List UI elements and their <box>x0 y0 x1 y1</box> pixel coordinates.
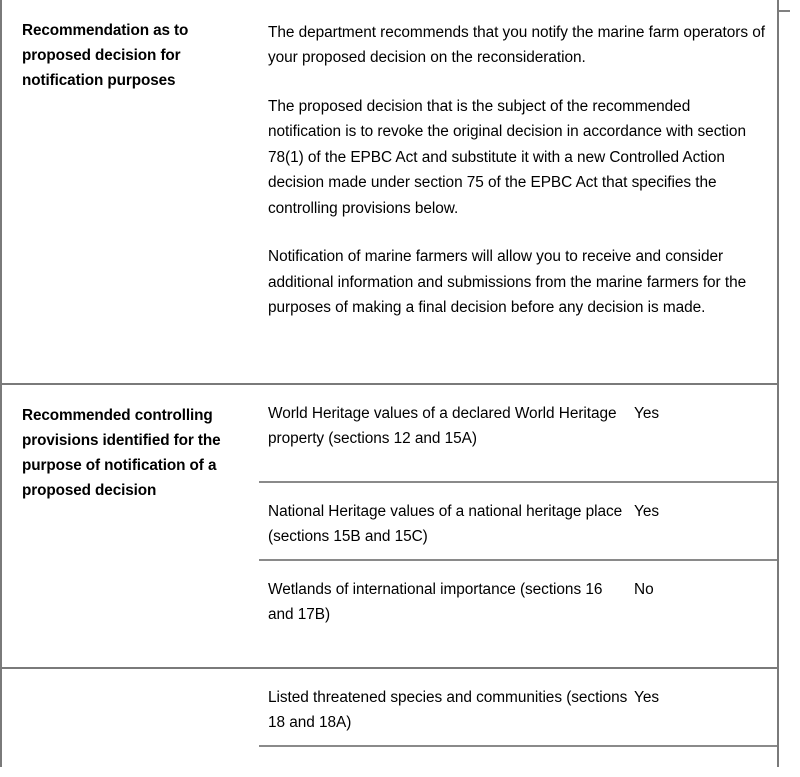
row-body-controlling-provisions-continued <box>259 669 777 755</box>
provision-list <box>259 385 777 631</box>
provision-name: National Heritage values of a national heritage place (sections 15B and 15C) <box>268 503 623 546</box>
provision-value: Yes <box>634 405 660 422</box>
provision-row <box>259 559 777 631</box>
table-row-controlling-provisions-continued <box>0 667 779 767</box>
provision-row <box>259 385 777 481</box>
row-label-recommendation: Recommendation as to proposed decision for notification purposes <box>22 22 189 89</box>
provision-name: Listed threatened species and communities (sections 18 and 18A) <box>268 689 628 732</box>
row-label-controlling-provisions: Recommended controlling provisions identified for the purpose of notification of a proposed decision <box>22 407 221 499</box>
row-body-recommendation <box>259 0 777 335</box>
paragraph-recommendation-2: The proposed decision that is the subject of the recommended notification is to revoke the original decision in accordance with section 78(1) of the EPBC Act and substitute it with a new Controlled Action decision made under section 75 of the EPBC Act that specifies the controlling provisions below. <box>268 97 746 217</box>
provision-list <box>259 669 777 755</box>
paragraph-recommendation-1: The department recommends that you notify the marine farm operators of your proposed decision on the reconsideration. <box>268 24 765 67</box>
row-body-controlling-provisions <box>259 385 777 631</box>
provision-name: World Heritage values of a declared World Heritage property (sections 12 and 15A) <box>268 405 617 448</box>
provision-row <box>259 481 777 559</box>
provision-name: Wetlands of international importance (sections 16 and 17B) <box>268 581 603 624</box>
provision-row-partial <box>259 745 777 755</box>
table-row-controlling-provisions <box>0 383 779 667</box>
provision-row <box>259 669 777 745</box>
paragraph-recommendation-3: Notification of marine farmers will allow you to receive and consider additional information and submissions from the marine farmers for the purposes of making a final decision before any decision is made. <box>268 248 747 317</box>
provision-value: Yes <box>634 689 660 706</box>
row-label-controlling-provisions-continued <box>2 669 259 698</box>
provision-value: No <box>634 581 654 598</box>
provision-value: Yes <box>634 503 660 520</box>
table-row-recommendation <box>0 0 779 383</box>
